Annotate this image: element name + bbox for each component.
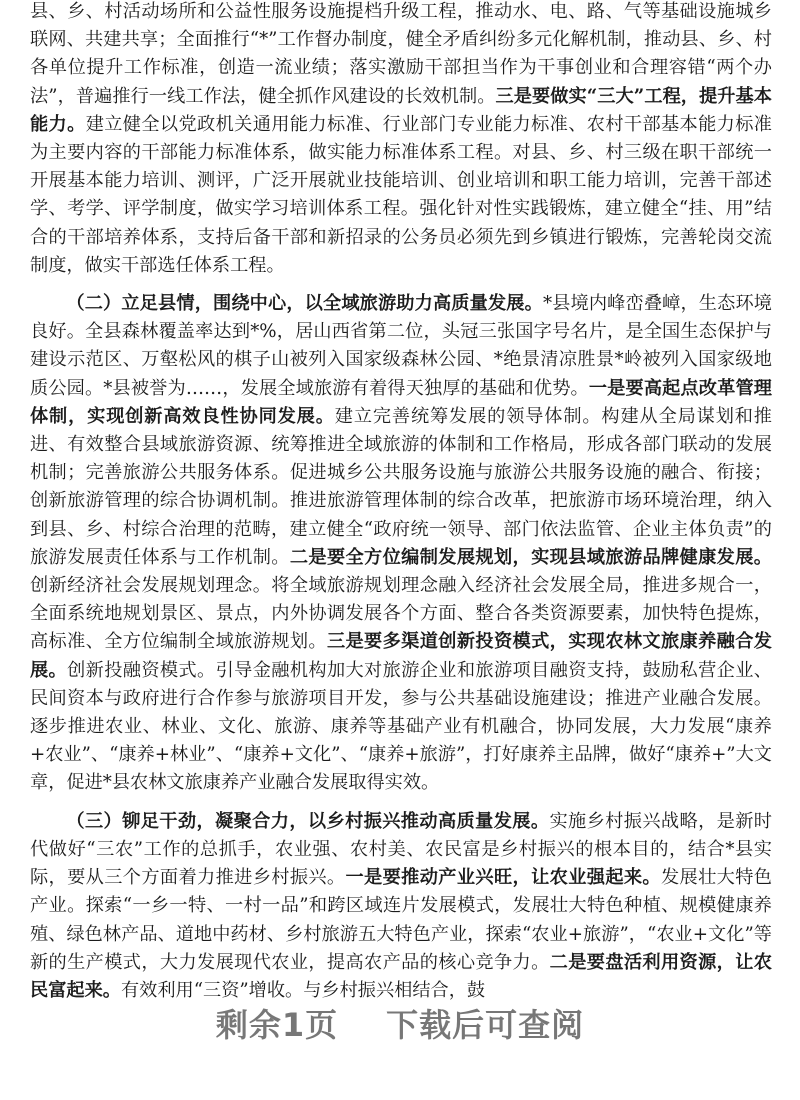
bold-heading-text: （三）铆足干劲，凝聚合力，以乡村振兴推动高质量发展。 <box>66 810 550 832</box>
document-body <box>30 0 772 1005</box>
body-text: *县境内峰峦叠嶂，生态环境良好。全县森林覆盖率达到*%，居山西省第二位，头冠三张国字号名片，是全国生态保护与建设示范区、万壑松风的棋子山被列入国家级森林公园、*绝景清凉胜景*岭被列入国家级地质公园。*县被誉为……，发展全域旅游有着得天独厚的基础和优势。 <box>30 293 772 399</box>
paragraph-2 <box>30 290 772 798</box>
body-text: 有效利用“三资”增收。与乡村振兴相结合，鼓 <box>120 979 486 1001</box>
bold-heading-text: 二是要盘活利用资源，让农民富起来。 <box>30 951 772 1001</box>
body-text: 实施乡村振兴战略，是新时代做好“三农”工作的总抓手，农业强、农村美、农民富是乡村振兴的根本目的，结合*县实际，要从三个方面着力推进乡村振兴。 <box>30 810 772 889</box>
bold-heading-text: （二）立足县情，围绕中心，以全域旅游助力高质量发展。 <box>66 293 543 315</box>
body-text: 发展壮大特色产业。探索“一乡一特、一村一品”和跨区域连片发展模式，发展壮大特色种植、规模健康养殖、绿色林产品、道地中药材、乡村旅游五大特色产业，探索“农业+旅游”，“农业+文化”等新的生产模式，大力发展现代农业，提高农产品的核心竞争力。 <box>30 867 772 973</box>
bold-heading-text: 一是要推动产业兴旺，让农业强起来。 <box>345 867 661 889</box>
body-text: 建立完善统筹发展的领导体制。构建从全局谋划和推进、有效整合县域旅游资源、统筹推进全域旅游的体制和工作格局，形成各部门联动的发展机制；完善旅游公共服务体系。促进城乡公共服务设施与旅游公共服务设施的融合、衔接；创新旅游管理的综合协调机制。推进旅游管理体制的综合改革，把旅游市场环境治理，纳入到县、乡、村综合治理的范畴，建立健全“政府统一领导、部门依法监管、企业主体负责”的旅游发展责任体系与工作机制。 <box>30 405 772 568</box>
remaining-pages-label: 剩余1页 <box>215 1006 339 1044</box>
paragraph-3 <box>30 808 772 1005</box>
bold-heading-text: 二是要全方位编制发展规划，实现县域旅游品牌健康发展。 <box>289 546 772 568</box>
bold-heading-text: 一是要高起点改革管理体制，实现创新高效良性协同发展。 <box>30 377 772 427</box>
body-text: 建立健全以党政机关通用能力标准、行业部门专业能力标准、农村干部基本能力标准为主要内容的干部能力标准体系，做实能力标准体系工程。对县、乡、村三级在职干部统一开展基本能力培训、测评，广泛开展就业技能培训、创业培训和职工能力培训，完善干部述学、考学、评学制度，做实学习培训体系工程。强化针对性实践锻炼，建立健全“挂、用”结合的干部培养体系，支持后备干部和新招录的公务员必须先到乡镇进行锻炼，完善轮岗交流制度，做实干部选任体系工程。 <box>30 113 772 276</box>
body-text: 创新投融资模式。引导金融机构加大对旅游企业和旅游项目融资支持，鼓励私营企业、民间资本与政府进行合作参与旅游项目开发，参与公共基础设施建设；推进产业融合发展。逐步推进农业、林业、文化、旅游、康养等基础产业有机融合，协同发展，大力发展“康养+农业”、“康养+林业”、“康养+文化”、“康养+旅游”，打好康养主品牌，做好“康养+”大文章，促进*县农林文旅康养产业融合发展取得实效。 <box>30 659 772 794</box>
body-text: 县、乡、村活动场所和公益性服务设施提档升级工程，推动水、电、路、气等基础设施城乡联网、共建共享；全面推行“*”工作督办制度，健全矛盾纠纷多元化解机制，推动县、乡、村各单位提升工作标准，创造一流业绩；落实激励干部担当作为干事创业和合理容错“两个办法”，普遍推行一线工作法，健全抓作风建设的长效机制。 <box>30 1 772 107</box>
download-to-view-label: 下载后可查阅 <box>386 1006 585 1044</box>
download-prompt[interactable] <box>0 1000 800 1046</box>
body-text: 创新经济社会发展规划理念。将全域旅游规划理念融入经济社会发展全局，推进多规合一，全面系统地规划景区、景点，内外协调发展各个方面、整合各类资源要素，加快特色提炼，高标准、全方位编制全域旅游规划。 <box>30 575 772 653</box>
bold-heading-text: 三是要多渠道创新投资模式，实现农林文旅康养融合发展。 <box>30 631 772 681</box>
bold-heading-text: 三是要做实“三大”工程，提升基本能力。 <box>30 85 772 135</box>
paragraph-1 <box>30 0 772 280</box>
